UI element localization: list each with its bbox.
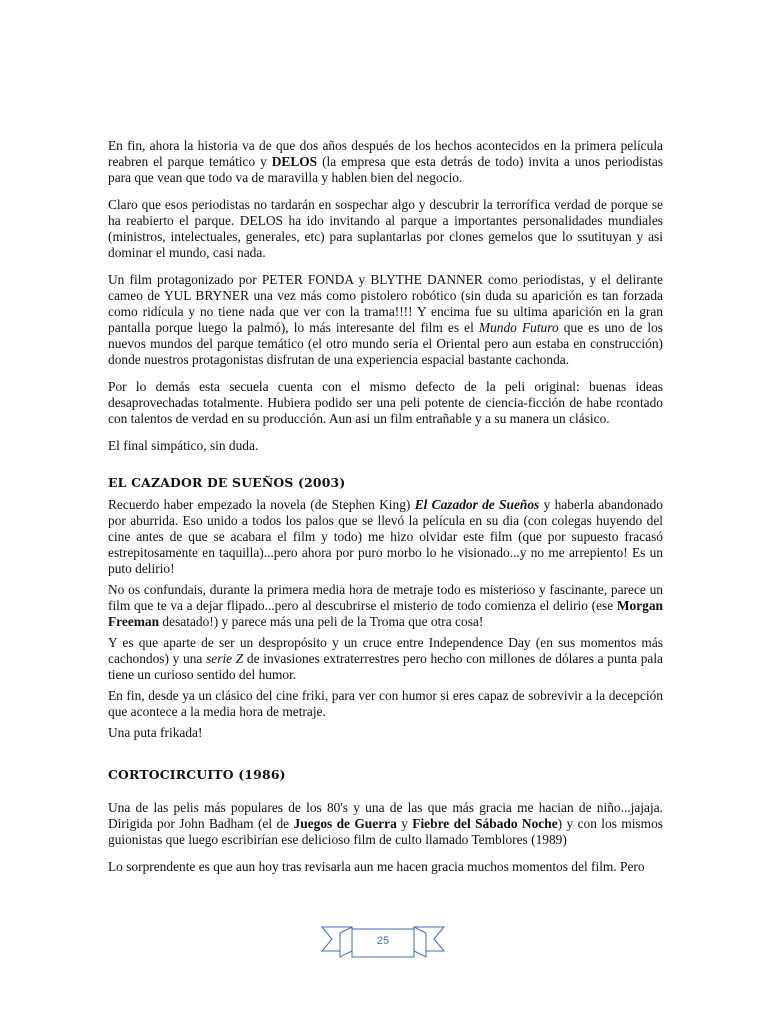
paragraph: Lo sorprendente es que aun hoy tras revisarla aun me hacen gracia muchos momentos del film. Pero bbox=[108, 859, 645, 874]
paragraph: En fin, ahora la historia va de que dos años después de los hechos acontecidos en la primera película reabren el parque temático y DELOS (la empresa que esta detrás de todo) invita a unos periodistas para que vean que todo va de maravilla y hablen bien del negocio. bbox=[108, 138, 663, 185]
paragraph: El final simpático, sin duda. bbox=[108, 438, 259, 453]
paragraph: Y es que aparte de ser un despropósito y un cruce entre Independence Day (en sus momentos más cachondos) y una serie Z de invasiones extraterrestres pero hecho con millones de dólares a punta pala tiene un curioso sentido del humor. bbox=[108, 635, 664, 682]
page-number-ribbon bbox=[318, 921, 448, 961]
paragraph: No os confundais, durante la primera media hora de metraje todo es misterioso y fascinante, parece un film que te va a dejar flipado...pero al descubrirse el misterio de todo comienza el delirio (ese Morgan Freeman desatado!) y parece más una peli de la Troma que otra cosa! bbox=[108, 582, 663, 629]
paragraph: En fin, desde ya un clásico del cine friki, para ver con humor si eres capaz de sobrevivir a la decepción que acontece a la media hora de metraje. bbox=[108, 688, 663, 719]
paragraph: Una puta frikada! bbox=[108, 725, 203, 740]
paragraph: Recuerdo haber empezado la novela (de Stephen King) El Cazador de Sueños y haberla abandonado por aburrida. Eso unido a todos los palos que se llevó la película en su dia (con colegas huyendo del cine antes de que se acabara el film y todo) me hizo olvidar este film (que por supuesto fracasó estrepitosamente en taquilla)...pero ahora por puro morbo lo he visionado...y no me arrepiento! Es un puto delirio! bbox=[108, 497, 664, 576]
section-heading: EL CAZADOR DE SUEÑOS (2003) bbox=[108, 475, 346, 490]
paragraph: Un film protagonizado por PETER FONDA y BLYTHE DANNER como periodistas, y el delirante cameo de YUL BRYNER una vez más como pistolero robótico (sin duda su aparición es tan forzada como ridícula y no tiene nada que ver con la trama!!!! Y encima fue su ultima aparición en la gran pantalla porque luego la palmó), lo más interesante del film es el Mundo Futuro que es uno de los nuevos mundos del parque temático (el otro mundo seria el Oriental pero aun estaba en construcción) donde nuestros protagonistas disfrutan de una experiencia espacial bastante cachonda. bbox=[108, 272, 663, 367]
paragraph: Claro que esos periodistas no tardarán en sospechar algo y descubrir la terrorífica verdad de porque se ha reabierto el parque. DELOS ha ido invitando al parque a importantes personalidades mundiales (ministros, intelectuales, generales, etc) para suplantarlas por clones gemelos que lo ssutituyan y asi dominar el mundo, casi nada. bbox=[108, 197, 663, 260]
page-number: 25 bbox=[376, 935, 390, 947]
section-cortocircuito bbox=[108, 800, 663, 875]
paragraph: Por lo demás esta secuela cuenta con el mismo defecto de la peli original: buenas ideas desaprovechadas totalmente. Hubiera podido ser una peli potente de ciencia-ficción de habe rcontado con talentos de verdad en su producción. Aun asi un film entrañable y a su manera un clásico. bbox=[108, 379, 663, 426]
section-heading: CORTOCIRCUITO (1986) bbox=[108, 767, 286, 782]
paragraph: Una de las pelis más populares de los 80's y una de las que más gracia me hacian de niño...jajaja. Dirigida por John Badham (el de Juegos de Guerra y Fiebre del Sábado Noche) y con los mismos guionistas que luego escribirían ese delicioso film de culto llamado Temblores (1989) bbox=[108, 800, 663, 847]
section-secuela bbox=[108, 138, 663, 454]
section-cazador-de-suenos bbox=[108, 497, 663, 741]
document-page bbox=[108, 138, 663, 886]
